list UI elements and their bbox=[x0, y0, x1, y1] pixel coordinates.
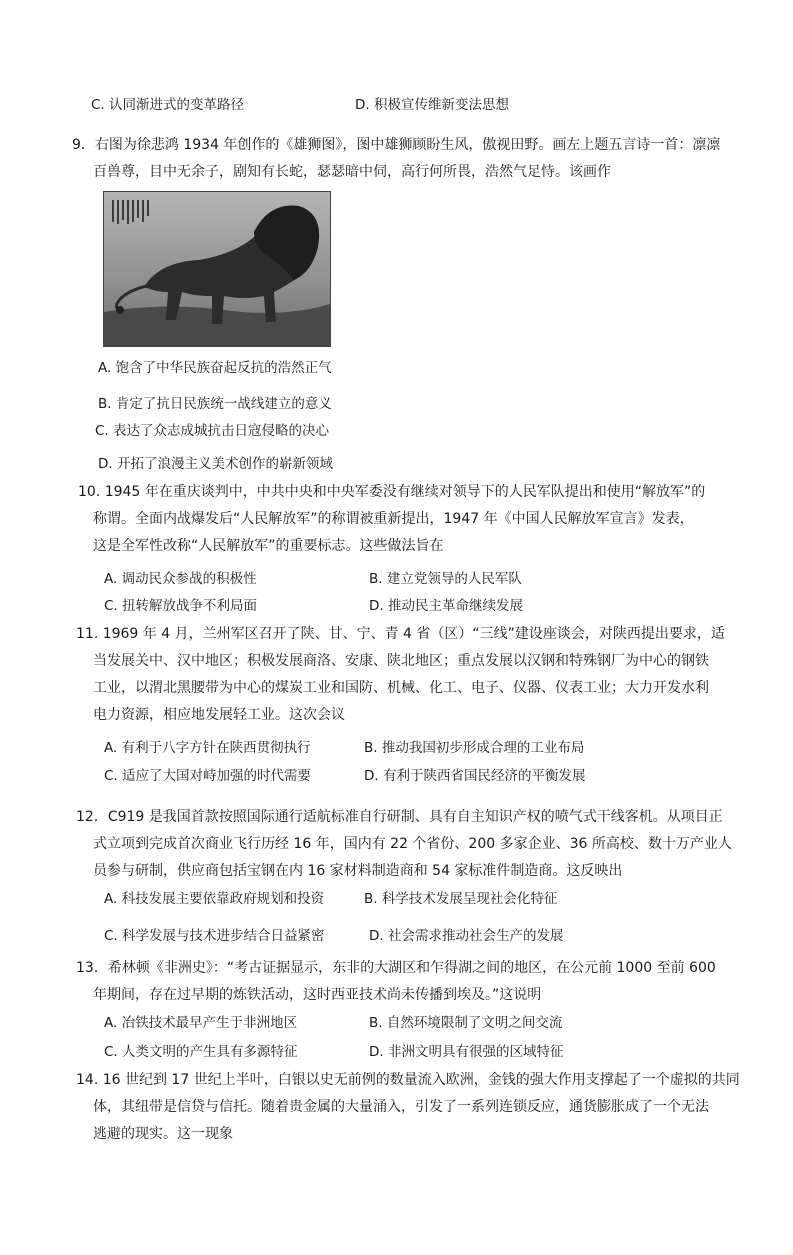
q10-option-c: C. 扭转解放战争不利局面 bbox=[104, 598, 258, 614]
q11-option-b: B. 推动我国初步形成合理的工业布局 bbox=[364, 740, 585, 756]
q9-option-a: A. 饱含了中华民族奋起反抗的浩然正气 bbox=[98, 360, 332, 376]
q13-option-d: D. 非洲文明具有很强的区域特征 bbox=[369, 1044, 564, 1060]
q9-option-d: D. 开拓了浪漫主义美术创作的崭新领域 bbox=[98, 456, 333, 472]
q11-stem-line-2: 当发展关中、汉中地区；积极发展商洛、安康、陕北地区；重点发展以汉钢和特殊钢厂为中心的钢铁 bbox=[93, 653, 709, 669]
lion-painting-illustration bbox=[104, 192, 330, 346]
q9-stem-line-2: 百兽尊，目中无余子，剧知有长蛇，瑟瑟暗中伺，高行何所畏，浩然气足恃。该画作 bbox=[93, 164, 611, 180]
q12-stem-line-2: 式立项到完成首次商业飞行历经 16 年，国内有 22 个省份、200 多家企业、36 所高校、数十万产业人 bbox=[93, 836, 732, 852]
q13-stem-line-1: 13．希林顿《非洲史》：“考古证据显示，东非的大湖区和乍得湖之间的地区，在公元前 1000 至前 600 bbox=[76, 960, 716, 976]
q11-stem-line-3: 工业，以渭北黑腰带为中心的煤炭工业和国防、机械、化工、电子、仪器、仪表工业；大力开发水利 bbox=[93, 680, 709, 696]
q12-option-b: B. 科学技术发展呈现社会化特征 bbox=[364, 891, 558, 907]
q14-stem-line-3: 逃避的现实。这一现象 bbox=[93, 1126, 233, 1142]
q14-stem-line-1: 14. 16 世纪到 17 世纪上半叶，白银以史无前例的数量流入欧洲，金钱的强大作用支撑起了一个虚拟的共同 bbox=[76, 1072, 740, 1088]
q13-option-c: C. 人类文明的产生具有多源特征 bbox=[104, 1044, 298, 1060]
q10-option-a: A. 调动民众参战的积极性 bbox=[104, 571, 257, 587]
q12-option-c: C. 科学发展与技术进步结合日益紧密 bbox=[104, 928, 325, 944]
lion-painting-image bbox=[103, 191, 331, 347]
q11-option-d: D. 有利于陕西省国民经济的平衡发展 bbox=[364, 768, 586, 784]
q11-stem-line-1: 11. 1969 年 4 月，兰州军区召开了陕、甘、宁、青 4 省（区）“三线”建设座谈会，对陕西提出要求，适 bbox=[76, 626, 725, 642]
q10-stem-line-3: 这是全军性改称“人民解放军”的重要标志。这些做法旨在 bbox=[93, 538, 444, 554]
q10-stem-line-1: 10. 1945 年在重庆谈判中，中共中央和中央军委没有继续对领导下的人民军队提出和使用“解放军”的 bbox=[78, 484, 706, 500]
q13-stem-line-2: 年期间，存在过早期的炼铁活动，这时西亚技术尚未传播到埃及。”这说明 bbox=[93, 987, 542, 1003]
q12-option-d: D. 社会需求推动社会生产的发展 bbox=[369, 928, 564, 944]
q13-option-b: B. 自然环境限制了文明之间交流 bbox=[369, 1015, 563, 1031]
q10-option-b: B. 建立党领导的人民军队 bbox=[369, 571, 522, 587]
q9-stem-line-1: 9．右图为徐悲鸿 1934 年创作的《雄狮图》，图中雄狮顾盼生风，傲视田野。画左上题五言诗一首：凛凛 bbox=[72, 137, 721, 153]
q10-stem-line-2: 称谓。全面内战爆发后“人民解放军”的称谓被重新提出，1947 年《中国人民解放军宣言》发表， bbox=[93, 511, 694, 527]
q12-option-a: A. 科技发展主要依靠政府规划和投资 bbox=[104, 891, 325, 907]
q12-stem-line-3: 员参与研制，供应商包括宝钢在内 16 家材料制造商和 54 家标准件制造商。这反映出 bbox=[93, 863, 623, 879]
q9-option-b: B. 肯定了抗日民族统一战线建立的意义 bbox=[98, 396, 332, 412]
q14-stem-line-2: 体，其纽带是信贷与信托。随着贵金属的大量涌入，引发了一系列连锁反应，通货膨胀成了一个无法 bbox=[93, 1099, 709, 1115]
q10-option-d: D. 推动民主革命继续发展 bbox=[369, 598, 523, 614]
q12-stem-line-1: 12．C919 是我国首款按照国际通行适航标准自行研制、具有自主知识产权的喷气式干线客机。从项目正 bbox=[76, 809, 723, 825]
prev-option-d: D. 积极宣传维新变法思想 bbox=[355, 97, 509, 113]
q9-option-c: C. 表达了众志成城抗击日寇侵略的决心 bbox=[95, 423, 330, 439]
prev-option-c: C. 认同渐进式的变革路径 bbox=[91, 97, 245, 113]
q11-option-c: C. 适应了大国对峙加强的时代需要 bbox=[104, 768, 312, 784]
q13-option-a: A. 冶铁技术最早产生于非洲地区 bbox=[104, 1015, 298, 1031]
q11-option-a: A. 有利于八字方针在陕西贯彻执行 bbox=[104, 740, 311, 756]
q11-stem-line-4: 电力资源，相应地发展轻工业。这次会议 bbox=[93, 707, 345, 723]
